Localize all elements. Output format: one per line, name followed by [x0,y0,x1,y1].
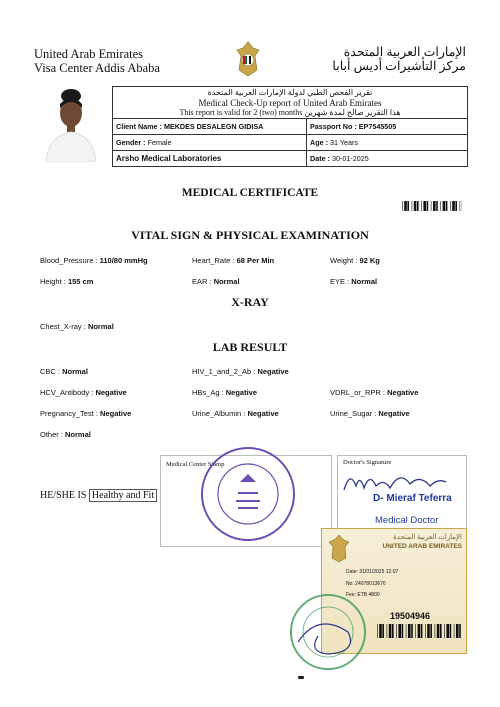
heart-rate: Heart_Rate : 68 Per Min [192,256,275,265]
hcv: HCV_Antibody : Negative [40,388,127,397]
lab-stamp-icon [198,444,298,544]
applicant-photo [34,86,108,162]
stamp-label: Medical Center Stamp [166,461,225,468]
lab-name: Arsho Medical Laboratories [113,151,307,166]
patient-info-table [112,86,468,167]
client-name: Client Name : MEKDES DESALEGN GIDISA [113,119,307,134]
header-ar-line1: الإمارات العربية المتحدة [343,45,466,59]
result-prefix: HE/SHE IS [40,490,89,501]
blood-pressure: Blood_Pressure : 110/80 mmHg [40,256,148,265]
ear: EAR : Normal [192,277,240,286]
report-ar-title: تقرير الفحص الطبي لدولة الإمارات العربية المتحدة [207,88,373,97]
header-en-line2: Visa Center Addis Ababa [34,61,160,75]
visa-emblem-icon [326,533,352,563]
visa-no: No: 24078013676 [346,581,386,587]
passport-no: Passport No : EP7545505 [310,122,397,131]
urine-albumin: Urine_Albumin : Negative [192,409,279,418]
eye: EYE : Normal [330,277,378,286]
green-seal-icon [288,592,368,672]
chest-xray: Chest_X-ray : Normal [40,322,114,331]
info-row-name [113,119,467,135]
visa-date: Date: 31/01/2025 12:07 [346,569,399,575]
report-date: Date : 30-01-2025 [310,154,369,163]
weight: Weight : 92 Kg [330,256,380,265]
header-en-line1: United Arab Emirates [34,47,143,61]
result-statement [40,490,157,501]
margin-mark [298,676,304,679]
info-row-lab [113,151,467,166]
vdrl: VDRL_or_RPR : Negative [330,388,419,397]
report-header [113,87,467,119]
urine-sugar: Urine_Sugar : Negative [330,409,410,418]
hiv: HIV_1_and_2_Ab : Negative [192,367,289,376]
visa-number: 19504946 [390,611,431,621]
vital-sign-title: VITAL SIGN & PHYSICAL EXAMINATION [131,228,369,242]
report-en-title: Medical Check-Up report of United Arab Emirates [198,98,382,108]
barcode [402,201,462,211]
report-validity-en: This report is valid for 2 (two) months [179,108,303,117]
age: Age : 31 Years [310,138,358,147]
medical-certificate-title: MEDICAL CERTIFICATE [181,187,319,199]
header-arabic [332,45,466,73]
info-row-gender [113,135,467,151]
visa-barcode [377,624,462,638]
other: Other : Normal [40,430,91,439]
gender: Gender : Female [113,135,307,150]
cbc: CBC : Normal [40,367,88,376]
doctor-title: Medical Doctor [375,515,439,526]
report-validity-ar: هذا التقرير صالح لمدة شهرين [304,108,401,117]
xray-title: X-RAY [231,295,269,309]
doctor-name: D- Mieraf Teferra [373,493,452,504]
signature-label: Doctor's Signature [343,459,392,466]
lab-result-title: LAB RESULT [212,340,288,354]
result-value: Healthy and Fit [89,489,157,502]
pregnancy-test: Pregnancy_Test : Negative [40,409,132,418]
header-ar-line2: مركز التأشيرات أديس أبابا [332,59,466,73]
header-english [34,47,160,75]
uae-emblem-icon [233,40,263,78]
height: Height : 155 cm [40,277,94,286]
visa-fee: Fee: ETB 4800 [346,592,380,598]
report-validity [113,108,467,118]
visa-title-ar: الإمارات العربية المتحدة [393,534,462,541]
visa-title-en: UNITED ARAB EMIRATES [382,543,462,550]
hbs-ag: HBs_Ag : Negative [192,388,258,397]
signature-icon [340,468,450,496]
